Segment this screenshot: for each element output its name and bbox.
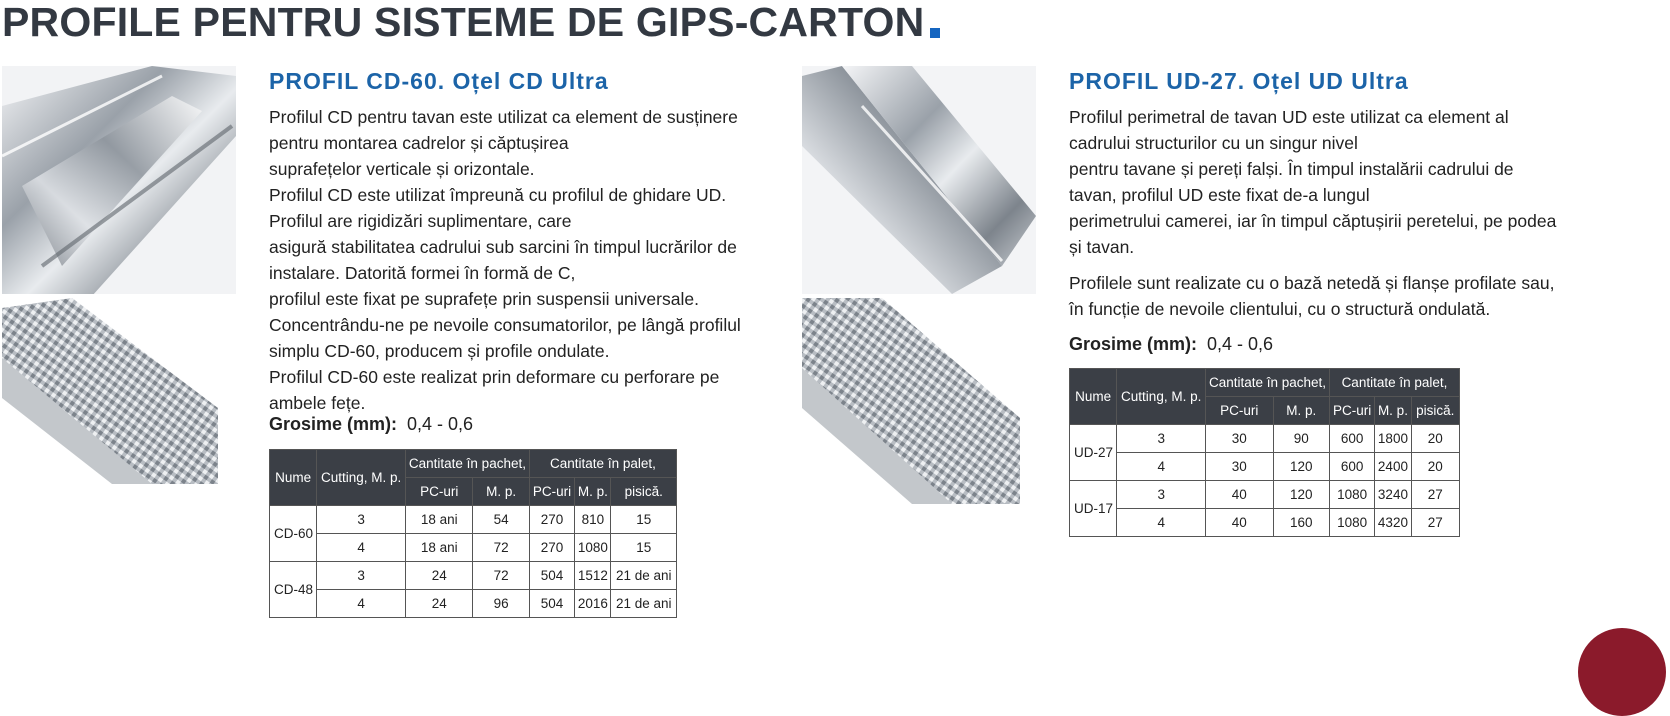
- cell: 3: [317, 562, 406, 590]
- cell: 600: [1329, 453, 1374, 481]
- cd-profile-smooth-image: [2, 66, 236, 294]
- desc-paragraph: Profilul CD este utilizat împreună cu profilul de ghidare UD. Profilul are rigidizări suplimentare, care: [269, 185, 727, 231]
- desc-paragraph: suprafețelor verticale și orizontale.: [269, 159, 535, 179]
- cell: 4: [317, 534, 406, 562]
- cell: 270: [529, 534, 574, 562]
- col-pack-group: Cantitate în pachet,: [405, 450, 529, 478]
- cell: 4: [317, 590, 406, 618]
- col-pallet-group: Cantitate în palet,: [1329, 369, 1459, 397]
- col-name: Nume: [1070, 369, 1117, 425]
- desc-paragraph: pentru tavane și pereți falși. În timpul instalării cadrului de tavan, profilul UD este fixat de-a lungul: [1069, 159, 1514, 205]
- cell: 24: [405, 590, 472, 618]
- cell: 18 ani: [405, 506, 472, 534]
- row-name: CD-60: [270, 506, 317, 562]
- desc-paragraph: Profilul CD-60 este realizat prin deformare cu perforare pe ambele fețe.: [269, 367, 720, 413]
- col-pallet-pisica: pisică.: [1411, 397, 1459, 425]
- ud-profile-corrugated-image: [802, 298, 1020, 504]
- row-name: UD-27: [1070, 425, 1117, 481]
- table-row: [1070, 425, 1460, 453]
- cell: 72: [473, 534, 529, 562]
- cell: 54: [473, 506, 529, 534]
- cell: 15: [611, 534, 677, 562]
- ud-spec-table: [1069, 368, 1460, 537]
- table-row: [1070, 509, 1460, 537]
- cell: 810: [575, 506, 611, 534]
- col-cutting: Cutting, M. p.: [1117, 369, 1206, 425]
- page-title: PROFILE PENTRU SISTEME DE GIPS-CARTON: [2, 0, 940, 46]
- col-pallet-pc: PC-uri: [529, 478, 574, 506]
- cell: 4: [1117, 453, 1206, 481]
- thickness-value: 0,4 - 0,6: [407, 414, 474, 434]
- desc-paragraph: Profilul CD pentru tavan este utilizat ca element de susținere pentru montarea cadrelor și căptușirea: [269, 107, 738, 153]
- row-name: UD-17: [1070, 481, 1117, 537]
- cd-profile-description: [269, 104, 769, 416]
- cell: 600: [1329, 425, 1374, 453]
- table-header-row: [270, 450, 677, 478]
- ud-thickness: [1069, 334, 1273, 355]
- cell: 27: [1411, 509, 1459, 537]
- cell: 160: [1273, 509, 1329, 537]
- col-pallet-group: Cantitate în palet,: [529, 450, 676, 478]
- cell: 1800: [1375, 425, 1411, 453]
- cell: 27: [1411, 481, 1459, 509]
- desc-paragraph: perimetrului camerei, iar în timpul căptușirii peretelui, pe podea și tavan.: [1069, 211, 1557, 257]
- col-name: Nume: [270, 450, 317, 506]
- cell: 18 ani: [405, 534, 472, 562]
- cell: 90: [1273, 425, 1329, 453]
- cell: 504: [529, 590, 574, 618]
- col-pack-group: Cantitate în pachet,: [1206, 369, 1330, 397]
- table-row: [270, 506, 677, 534]
- cell: 96: [473, 590, 529, 618]
- cd-spec-table: [269, 449, 677, 618]
- col-pallet-m: M. p.: [575, 478, 611, 506]
- title-accent-dot: [930, 28, 940, 38]
- cell: 72: [473, 562, 529, 590]
- table-row: [270, 534, 677, 562]
- cell: 40: [1206, 481, 1274, 509]
- cell: 2016: [575, 590, 611, 618]
- col-pallet-m: M. p.: [1375, 397, 1411, 425]
- cell: 15: [611, 506, 677, 534]
- col-pallet-pisica: pisică.: [611, 478, 677, 506]
- cell: 3: [317, 506, 406, 534]
- cell: 40: [1206, 509, 1274, 537]
- cell: 4: [1117, 509, 1206, 537]
- table-row: [1070, 453, 1460, 481]
- cell: 30: [1206, 453, 1274, 481]
- col-pack-pc: PC-uri: [405, 478, 472, 506]
- cell: 4320: [1375, 509, 1411, 537]
- col-pack-pc: PC-uri: [1206, 397, 1274, 425]
- cell: 21 de ani: [611, 562, 677, 590]
- cd-thickness: [269, 414, 473, 435]
- cell: 30: [1206, 425, 1274, 453]
- cell: 1080: [575, 534, 611, 562]
- cd-profile-corrugated-image: [2, 298, 218, 484]
- table-row: [1070, 481, 1460, 509]
- row-name: CD-48: [270, 562, 317, 618]
- ud-profile-smooth-image: [802, 66, 1036, 294]
- cell: 1512: [575, 562, 611, 590]
- col-pack-m: M. p.: [1273, 397, 1329, 425]
- cell: 120: [1273, 453, 1329, 481]
- cell: 2400: [1375, 453, 1411, 481]
- table-row: [270, 590, 677, 618]
- cell: 20: [1411, 453, 1459, 481]
- desc-paragraph: profilul este fixat pe suprafețe prin suspensii universale. Concentrându-ne pe nevoile consumatorilor, pe lângă profilul simplu CD-60, producem și profile ondulate.: [269, 289, 741, 361]
- table-header-row: [1070, 369, 1460, 397]
- col-pallet-pc: PC-uri: [1329, 397, 1374, 425]
- thickness-label: Grosime (mm):: [1069, 334, 1198, 354]
- col-cutting: Cutting, M. p.: [317, 450, 406, 506]
- col-pack-m: M. p.: [473, 478, 529, 506]
- cell: 120: [1273, 481, 1329, 509]
- cell: 3: [1117, 425, 1206, 453]
- cell: 24: [405, 562, 472, 590]
- desc-paragraph: asigură stabilitatea cadrului sub sarcini în timpul lucrărilor de instalare. Datorită formei în formă de C,: [269, 237, 737, 283]
- desc-paragraph: Profilul perimetral de tavan UD este utilizat ca element al cadrului structurilor cu un singur nivel: [1069, 107, 1509, 153]
- ud-profile-description: [1069, 104, 1559, 322]
- cell: 3: [1117, 481, 1206, 509]
- chat-widget-button[interactable]: [1578, 628, 1666, 716]
- cell: 270: [529, 506, 574, 534]
- thickness-label: Grosime (mm):: [269, 414, 398, 434]
- cell: 504: [529, 562, 574, 590]
- table-row: [270, 562, 677, 590]
- ud-profile-heading: PROFIL UD-27. Oțel UD Ultra: [1069, 68, 1409, 94]
- cell: 21 de ani: [611, 590, 677, 618]
- cell: 3240: [1375, 481, 1411, 509]
- thickness-value: 0,4 - 0,6: [1207, 334, 1274, 354]
- cd-profile-heading: PROFIL CD-60. Oțel CD Ultra: [269, 68, 609, 94]
- cell: 1080: [1329, 509, 1374, 537]
- cell: 1080: [1329, 481, 1374, 509]
- desc-paragraph: Profilele sunt realizate cu o bază netedă și flanșe profilate sau, în funcție de nevoile clientului, cu o structură ondulată.: [1069, 273, 1555, 319]
- cell: 20: [1411, 425, 1459, 453]
